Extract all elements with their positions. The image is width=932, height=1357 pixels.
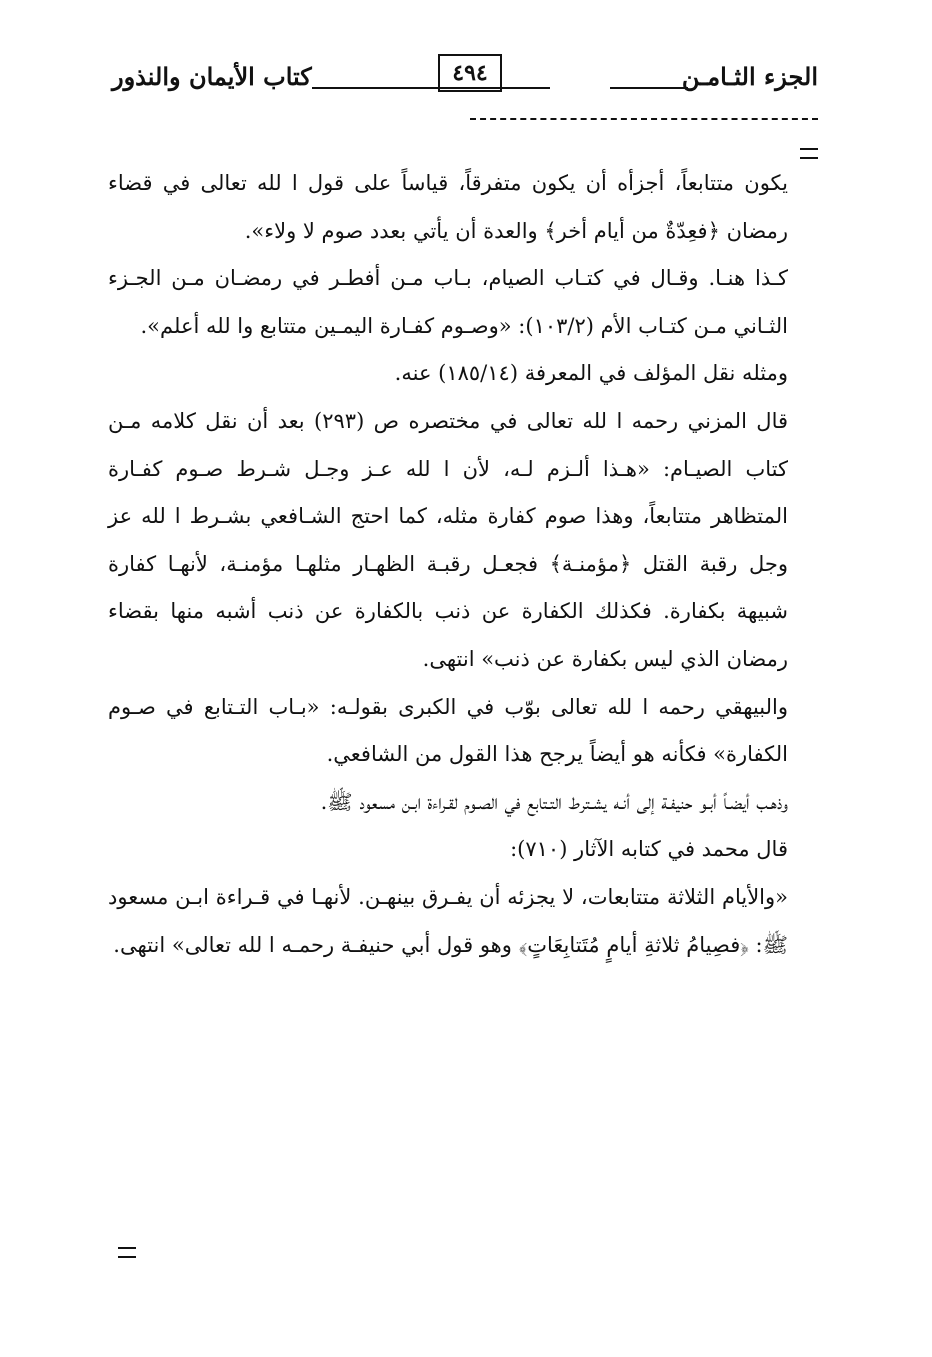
equals-mark-top [800, 148, 818, 159]
paragraph: ومثله نقل المؤلف في المعرفة (١٨٥/١٤) عنه. [394, 361, 788, 386]
header-rule-right [610, 87, 688, 89]
equals-mark-bottom [118, 1247, 136, 1258]
page-body [108, 160, 788, 969]
paragraph: وذهـب أيضـاً أبـو حنيفـة إلى أنـه يشـترط التـتابع في الصـوم لقـراءة ابـن مسعود ﷺ. [320, 789, 788, 814]
page-number: ٤٩٤ [438, 54, 502, 92]
paragraph: «والأيام الثلاثة متتابعات، لا يجزئه أن يفـرق بينهـن. لأنهـا في قـراءة ابـن مسعود ﷺ: ﴿فصِيامُ ثلاثةِ أيامٍ مُتَتابِعَاتٍ﴾ وهو قول أبي حنيفـة رحمـه ا لله تعالى» انتهى. [108, 884, 788, 957]
header-part-label: الجزء الثـامـن [681, 62, 818, 91]
paragraph: والبيهقي رحمه ا لله تعالى بوّب في الكبرى بقولـه: «بـاب التـتابع في صـوم الكفارة» فكأنه هو أيضاً يرجح هذا القول من الشافعي. [108, 694, 788, 767]
header-dashed-divider [470, 118, 818, 120]
page-header [112, 52, 818, 100]
paragraph: كـذا هنـا. وقـال في كتـاب الصيام، بـاب مـن أفطـر في رمضـان مـن الجـزء الثـاني مـن كتـاب الأم (١٠٣/٢): «وصـوم كفـارة اليمـين متتابع وا لله أعلم». [108, 266, 788, 338]
paragraph: قال المزني رحمه ا لله تعالى في مختصره ص (٢٩٣) بعد أن نقل كلامه مـن كتاب الصيـام: «هـذا ألـزم لـه، لأن ا لله عـز وجـل شـرط صـوم كفـارة المتظاهر متتابعاً، وهذا صوم كفارة مثله، كما احتج الشـافعي بشـرط ا لله عز وجل رقبة القتل ﴿مؤمنـة﴾ فجعـل رقبـة الظهـار مثلهـا مؤمنـة، لأنهـا كفارة شبيهة بكفارة. فكذلك الكفارة عن ذنب بالكفارة عن ذنب أشبه منها بقضاء رمضان الذي ليس بكفارة عن ذنب» انتهى. [108, 408, 789, 671]
header-rule-left [312, 87, 550, 89]
header-book-title: كتاب الأيمان والنذور [112, 62, 312, 91]
paragraph: يكون متتابعاً، أجزأه أن يكون متفرقاً، قياساً على قول ا لله تعالى في قضاء رمضان ﴿فعِدّةٌ من أيام أخر﴾ والعدة أن يأتي بعدد صوم لا ولاء». [108, 171, 788, 243]
paragraph: قال محمد في كتابه الآثار (٧١٠): [510, 837, 788, 862]
